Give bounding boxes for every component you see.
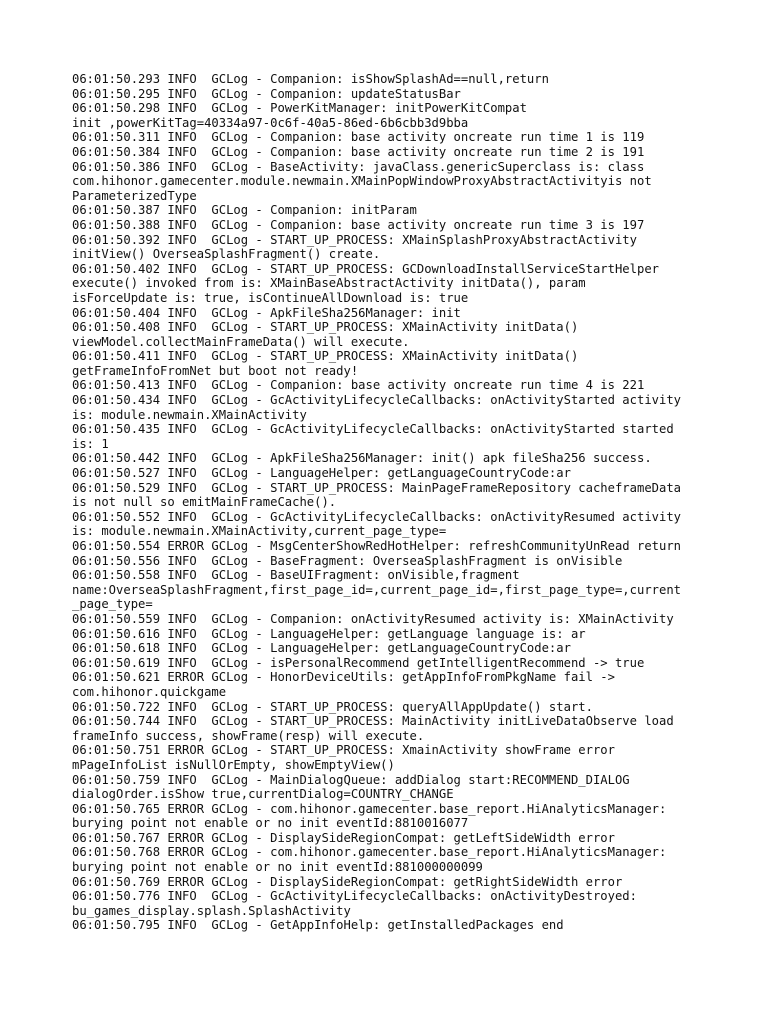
log-document [72, 72, 712, 933]
log-line: 06:01:50.386 INFO GCLog - BaseActivity: javaClass.genericSuperclass is: class [72, 159, 645, 174]
log-line: dialogOrder.isShow true,currentDialog=COUNTRY_CHANGE [72, 787, 454, 802]
log-line: 06:01:50.434 INFO GCLog - GcActivityLifecycleCallbacks: onActivityStarted activity [72, 393, 682, 408]
log-line: 06:01:50.311 INFO GCLog - Companion: base activity oncreate run time 1 is 119 [72, 130, 645, 145]
log-line: 06:01:50.621 ERROR GCLog - HonorDeviceUtils: getAppInfoFromPkgName fail -> [72, 670, 615, 685]
log-line: initView() OverseaSplashFragment() create. [72, 247, 381, 262]
log-line: frameInfo success, showFrame(resp) will execute. [72, 728, 425, 743]
log-line: 06:01:50.767 ERROR GCLog - DisplaySideRegionCompat: getLeftSideWidth error [72, 830, 615, 845]
log-line: 06:01:50.442 INFO GCLog - ApkFileSha256Manager: init() apk fileSha256 success. [72, 451, 652, 466]
log-line: 06:01:50.559 INFO GCLog - Companion: onActivityResumed activity is: XMainActivity [72, 611, 674, 626]
log-line: getFrameInfoFromNet but boot not ready! [72, 363, 359, 378]
log-line: 06:01:50.408 INFO GCLog - START_UP_PROCESS: XMainActivity initData() [72, 320, 579, 335]
log-line: is not null so emitMainFrameCache(). [72, 495, 337, 510]
log-line: execute() invoked from is: XMainBaseAbstractActivity initData(), param [72, 276, 586, 291]
log-line: 06:01:50.552 INFO GCLog - GcActivityLifecycleCallbacks: onActivityResumed activity [72, 509, 682, 524]
log-line: is: 1 [72, 436, 109, 451]
log-line: 06:01:50.411 INFO GCLog - START_UP_PROCESS: XMainActivity initData() [72, 349, 579, 364]
log-line: 06:01:50.759 INFO GCLog - MainDialogQueue: addDialog start:RECOMMEND_DIALOG [72, 772, 630, 787]
log-line: 06:01:50.765 ERROR GCLog - com.hihonor.gamecenter.base_report.HiAnalyticsManager: [72, 801, 667, 816]
log-line: 06:01:50.388 INFO GCLog - Companion: base activity oncreate run time 3 is 197 [72, 217, 645, 232]
log-line: 06:01:50.527 INFO GCLog - LanguageHelper: getLanguageCountryCode:ar [72, 466, 571, 481]
log-line: 06:01:50.558 INFO GCLog - BaseUIFragment: onVisible,fragment [72, 568, 520, 583]
log-line: burying point not enable or no init eventId:881000000099 [72, 860, 483, 875]
log-line: 06:01:50.751 ERROR GCLog - START_UP_PROCESS: XmainActivity showFrame error [72, 743, 615, 758]
log-line: 06:01:50.618 INFO GCLog - LanguageHelper: getLanguageCountryCode:ar [72, 641, 571, 656]
log-line: 06:01:50.768 ERROR GCLog - com.hihonor.gamecenter.base_report.HiAnalyticsManager: [72, 845, 667, 860]
log-line: 06:01:50.776 INFO GCLog - GcActivityLifecycleCallbacks: onActivityDestroyed: [72, 889, 637, 904]
log-line: 06:01:50.295 INFO GCLog - Companion: updateStatusBar [72, 86, 461, 101]
log-line: com.hihonor.gamecenter.module.newmain.XMainPopWindowProxyAbstractActivityis not [72, 174, 652, 189]
log-line: name:OverseaSplashFragment,first_page_id=,current_page_id=,first_page_type=,current [72, 582, 682, 597]
log-line: 06:01:50.387 INFO GCLog - Companion: initParam [72, 203, 417, 218]
log-line: 06:01:50.413 INFO GCLog - Companion: base activity oncreate run time 4 is 221 [72, 378, 645, 393]
log-line: viewModel.collectMainFrameData() will execute. [72, 334, 410, 349]
log-line: 06:01:50.722 INFO GCLog - START_UP_PROCESS: queryAllAppUpdate() start. [72, 699, 593, 714]
log-line: mPageInfoList isNullOrEmpty, showEmptyView() [72, 757, 395, 772]
log-line: is: module.newmain.XMainActivity [72, 407, 307, 422]
log-line: 06:01:50.435 INFO GCLog - GcActivityLifecycleCallbacks: onActivityStarted started [72, 422, 674, 437]
log-line: init ,powerKitTag=40334a97-0c6f-40a5-86ed-6b6cbb3d9bba [72, 115, 469, 130]
log-line: 06:01:50.404 INFO GCLog - ApkFileSha256Manager: init [72, 305, 461, 320]
log-line: 06:01:50.769 ERROR GCLog - DisplaySideRegionCompat: getRightSideWidth error [72, 874, 623, 889]
log-line: 06:01:50.529 INFO GCLog - START_UP_PROCESS: MainPageFrameRepository cacheframeData [72, 480, 682, 495]
log-line: 06:01:50.556 INFO GCLog - BaseFragment: OverseaSplashFragment is onVisible [72, 553, 623, 568]
log-line: 06:01:50.744 INFO GCLog - START_UP_PROCESS: MainActivity initLiveDataObserve load [72, 714, 674, 729]
log-line: 06:01:50.384 INFO GCLog - Companion: base activity oncreate run time 2 is 191 [72, 144, 645, 159]
log-line: com.hihonor.quickgame [72, 684, 227, 699]
log-line: ParameterizedType [72, 188, 197, 203]
log-line: 06:01:50.795 INFO GCLog - GetAppInfoHelp: getInstalledPackages end [72, 918, 564, 933]
log-line: bu_games_display.splash.SplashActivity [72, 903, 351, 918]
log-line: isForceUpdate is: true, isContinueAllDownload is: true [72, 290, 469, 305]
log-line: 06:01:50.554 ERROR GCLog - MsgCenterShowRedHotHelper: refreshCommunityUnRead return [72, 539, 682, 553]
log-line: 06:01:50.619 INFO GCLog - isPersonalRecommend getIntelligentRecommend -> true [72, 655, 645, 670]
log-line: 06:01:50.392 INFO GCLog - START_UP_PROCESS: XMainSplashProxyAbstractActivity [72, 232, 637, 247]
log-line: burying point not enable or no init eventId:8810016077 [72, 816, 469, 831]
log-line: 06:01:50.293 INFO GCLog - Companion: isShowSplashAd==null,return [72, 72, 549, 86]
log-line: 06:01:50.402 INFO GCLog - START_UP_PROCESS: GCDownloadInstallServiceStartHelper [72, 261, 659, 276]
log-line: _page_type= [72, 597, 153, 612]
log-line: 06:01:50.298 INFO GCLog - PowerKitManager: initPowerKitCompat [72, 101, 527, 116]
log-line: is: module.newmain.XMainActivity,current_page_type= [72, 524, 447, 539]
log-line: 06:01:50.616 INFO GCLog - LanguageHelper: getLanguage language is: ar [72, 626, 586, 641]
